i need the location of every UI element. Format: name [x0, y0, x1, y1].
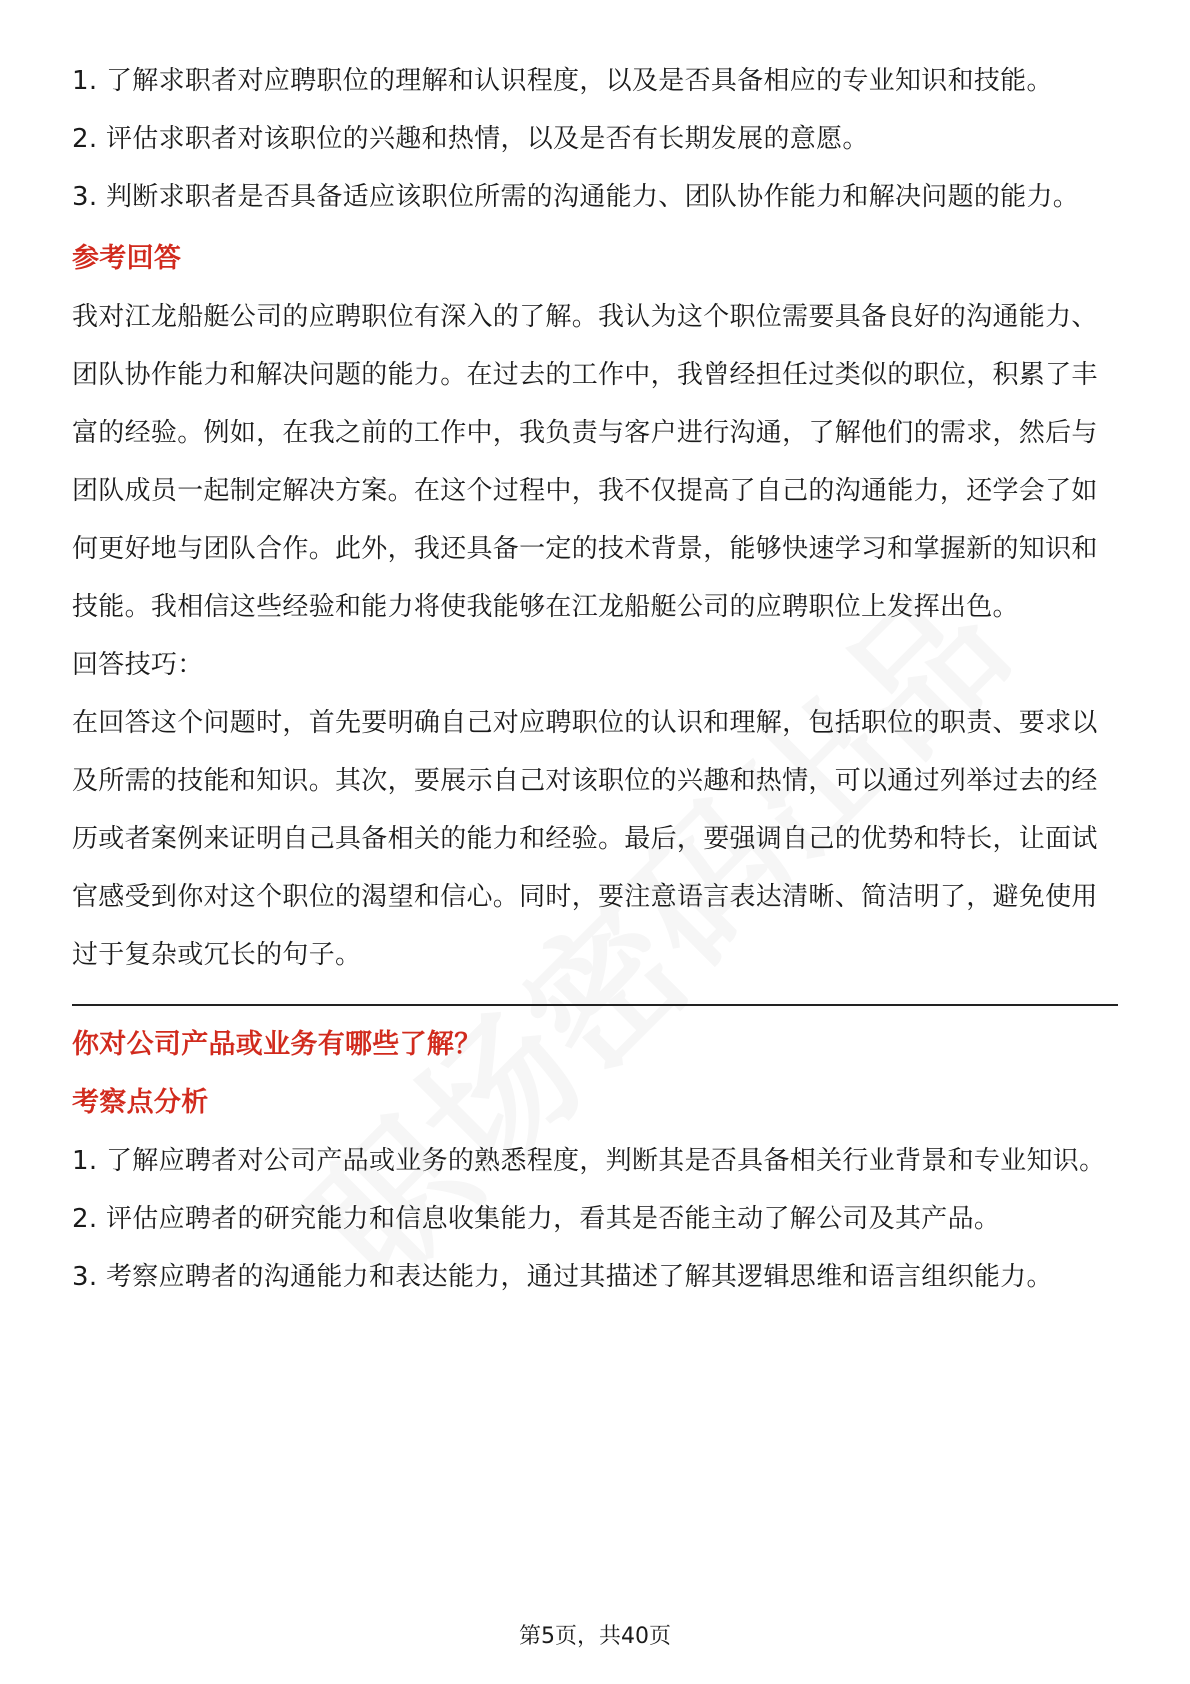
answer-tips-text: 在回答这个问题时，首先要明确自己对应聘职位的认识和理解，包括职位的职责、要求以及所需的技能和知识。其次，要展示自己对该职位的兴趣和热情，可以通过列举过去的经历或者案例来证明自己具备相关的能力和经验。最后，要强调自己的优势和特长，让面试官感受到你对这个职位的渴望和信心。同时，要注意语言表达清晰、简洁明了，避免使用过于复杂或冗长的句子。 [72, 708, 1098, 970]
question-heading: 你对公司产品或业务有哪些了解？ [72, 1029, 482, 1060]
analysis-heading: 考察点分析 [72, 1087, 209, 1118]
document-page [72, 52, 1118, 1306]
reference-answer-text: 我对江龙船艇公司的应聘职位有深入的了解。我认为这个职位需要具备良好的沟通能力、团队协作能力和解决问题的能力。在过去的工作中，我曾经担任过类似的职位，积累了丰富的经验。例如，在我之前的工作中，我负责与客户进行沟通，了解他们的需求，然后与团队成员一起制定解决方案。在这个过程中，我不仅提高了自己的沟通能力，还学会了如何更好地与团队合作。此外，我还具备一定的技术背景，能够快速学习和掌握新的知识和技能。我相信这些经验和能力将使我能够在江龙船艇公司的应聘职位上发挥出色。 [72, 302, 1098, 622]
analysis-point-1: 1. 了解应聘者对公司产品或业务的熟悉程度，判断其是否具备相关行业背景和专业知识。 [72, 1146, 1106, 1176]
analysis-point-3: 3. 考察应聘者的沟通能力和表达能力，通过其描述了解其逻辑思维和语言组织能力。 [72, 1262, 1053, 1292]
point-3: 3. 判断求职者是否具备适应该职位所需的沟通能力、团队协作能力和解决问题的能力。 [72, 182, 1080, 212]
answer-tips-label: 回答技巧： [72, 650, 204, 680]
point-2: 2. 评估求职者对该职位的兴趣和热情，以及是否有长期发展的意愿。 [72, 124, 869, 154]
reference-answer-heading: 参考回答 [72, 243, 182, 274]
section-divider [72, 1004, 1118, 1006]
page-number: 第5页，共40页 [519, 1624, 671, 1649]
analysis-point-2: 2. 评估应聘者的研究能力和信息收集能力，看其是否能主动了解公司及其产品。 [72, 1204, 1001, 1234]
point-1: 1. 了解求职者对应聘职位的理解和认识程度，以及是否具备相应的专业知识和技能。 [72, 66, 1053, 96]
